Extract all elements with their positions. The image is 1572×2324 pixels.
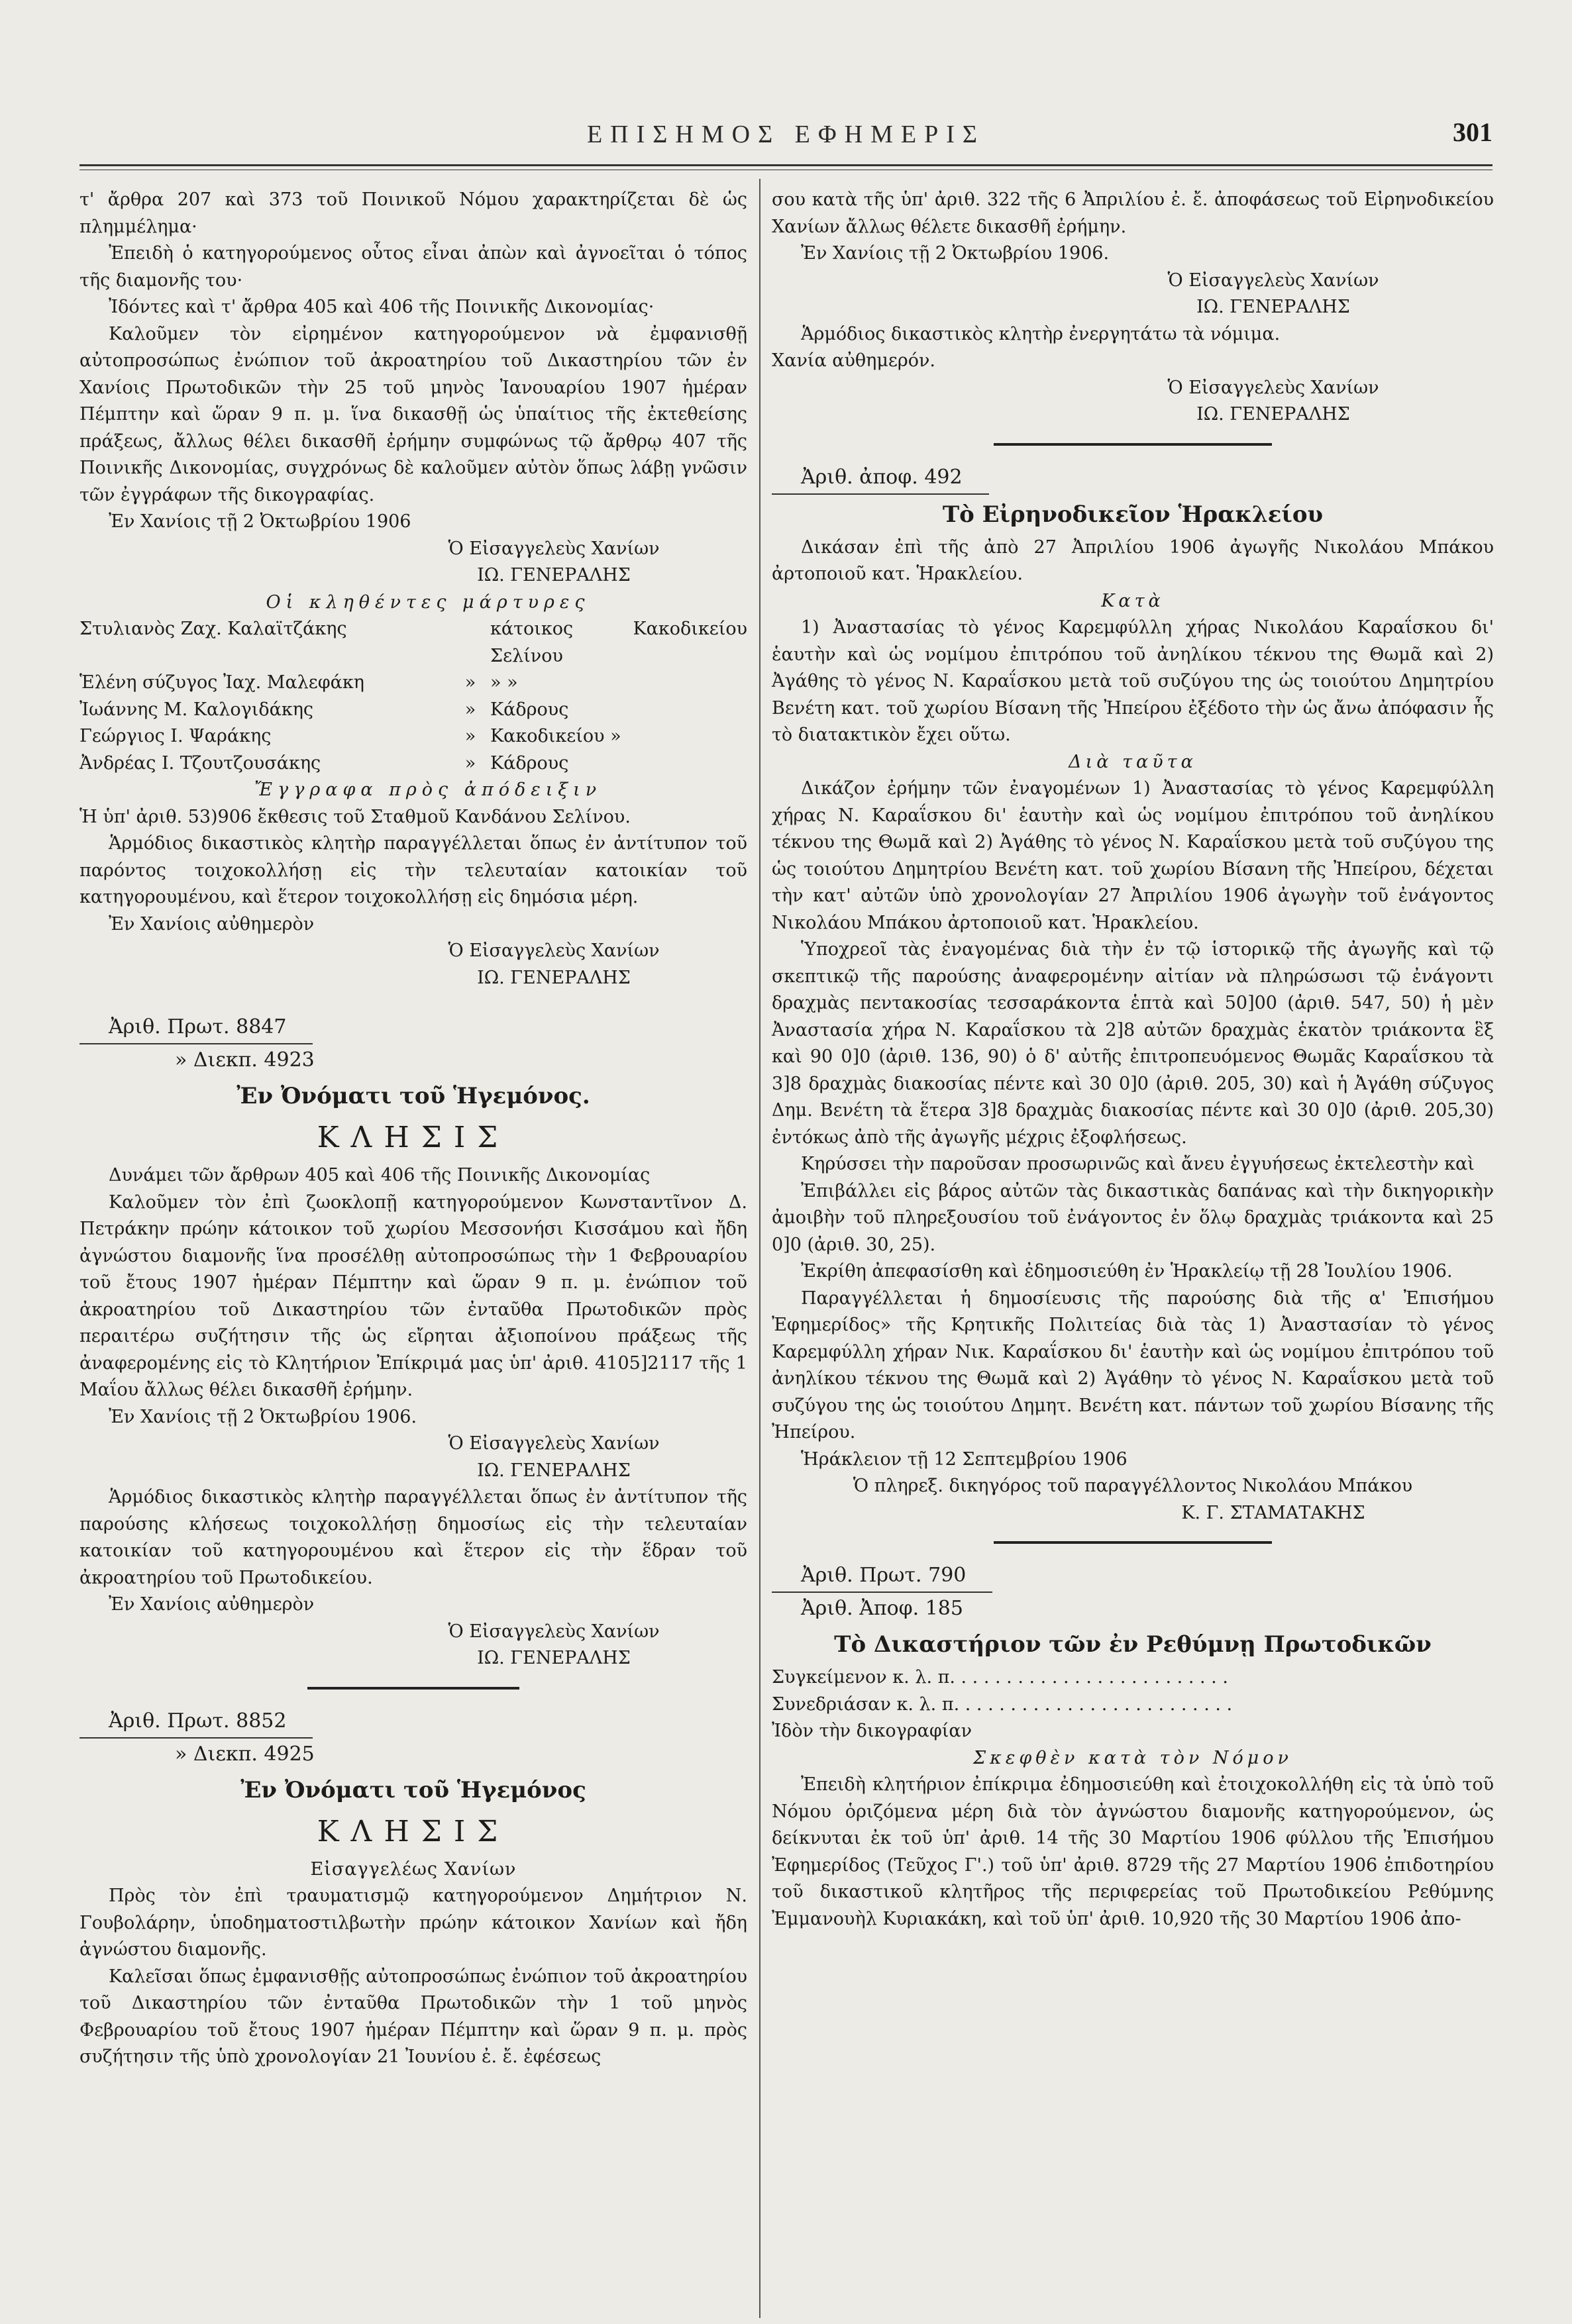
witness-place: Κακοδικείου » [490,726,621,746]
header-rule [79,164,1493,166]
date-line: Ἐν Χανίοις τῇ 2 Ὀκτωβρίου 1906 [109,511,411,532]
paragraph: Δυνάμει τῶν ἄρθρων 405 καὶ 406 τῆς Ποινικῆς Δικονομίας [109,1165,651,1186]
documents-title: Ἔγγραφα πρὸς ἀπόδειξιν [254,780,602,800]
protocol-number: Ἀριθ. Πρωτ. 8847 [79,1011,313,1044]
signature-name: ΙΩ. ΓΕΝΕΡΑΛΗΣ [477,967,631,988]
paragraph: 1) Ἀναστασίας τὸ γένος Καρεμφύλλη χήρας Νικολάου Καραΐσκου δι' ἑαυτὴν καὶ ὡς νομίμου ἐπιτρόπου τοῦ ἀνηλίκου τέκνου της Θωμᾶ καὶ 2) Ἀγάθης τὸ γένος Ν. Καραΐσκου μετὰ τοῦ συζύγου της ὡς τοιούτου Δημητρίου Βενέτη κατ. τοῦ χωρίου Βίσανη τῆς Ἠπείρου ἐξέδοτο τὴν ὡς ἄνω ἀπόφασιν ἧς τὸ διατακτικὸν ἔχει οὕτω. [772,617,1494,745]
dispatch-number: » Διεκπ. 4925 [175,1742,315,1766]
signature-name: ΙΩ. ΓΕΝΕΡΑΛΗΣ [477,1460,631,1481]
date-line: Χανία αὐθημερόν. [772,350,936,371]
paragraph: Ἁρμόδιος δικαστικὸς κλητὴρ παραγγέλλεται ὅπως ἐν ἀντίτυπον τοῦ παρόντος τοιχοκολλήσῃ εἰς τὴν τελευταίαν κατοικίαν τοῦ κατηγορουμένου, καὶ ἕτερον τοιχοκολλήσῃ εἰς δημόσια μέρη. [79,833,747,907]
signature-name: Κ. Γ. ΣΤΑΜΑΤΑΚΗΣ [1181,1502,1365,1523]
date-line: Ἐν Χανίοις αὐθημερὸν [109,1594,315,1615]
signature-role: Ὁ Εἰσαγγελεὺς Χανίων [448,1433,660,1454]
signature-role: Ὁ πληρεξ. δικηγόρος τοῦ παραγγέλλοντος Νικολάου Μπάκου [853,1476,1413,1496]
signature-role: Ὁ Εἰσαγγελεὺς Χανίων [1167,270,1379,291]
documents-line: Ἡ ὑπ' ἀριθ. 53)906 ἔκθεσις τοῦ Σταθμοῦ Κανδάνου Σελίνου. [79,806,631,827]
witness-title: Οἱ κληθέντες μάρτυρες [266,591,590,613]
paragraph: Ἐκρίθη ἀπεφασίσθη καὶ ἐδημοσιεύθη ἐν Ἡρακλείῳ τῇ 28 Ἰουλίου 1906. [801,1261,1453,1282]
decision-number: Ἀριθ. Ἀποφ. 185 [801,1597,963,1620]
right-column [772,187,1494,1933]
witness-place: κάτοικος Κακοδικείου Σελίνου [490,619,747,666]
protocol-number: Ἀριθ. Πρωτ. 790 [772,1560,992,1593]
date-line: Ἐν Χανίοις αὐθημερὸν [109,913,315,935]
section-separator [994,443,1272,446]
against-label: Κατὰ [1101,590,1165,611]
witness-row [79,723,747,750]
composition-line: Συγκείμενον κ. λ. π. . . . . . . . . . . . . . . . . . . . . . . . . [772,1667,1228,1688]
paragraph: Ἁρμόδιος δικαστικὸς κλητὴρ παραγγέλλεται ὅπως ἐν ἀντίτυπον τῆς παρούσης κλήσεως τοιχοκολλήσῃ δημοσίως εἰς τὴν τελευταίαν κατοικίαν τοῦ κατηγορουμένου καὶ ἕτερον εἰς τὴν ἕδραν τοῦ ἀκροατηρίου τοῦ Πρωτοδικείου. [79,1487,747,1588]
summons-subtitle: Εἰσαγγελέως Χανίων [310,1858,517,1880]
page-number: 301 [1453,117,1493,147]
paragraph: Δικάσαν ἐπὶ τῆς ἀπὸ 27 Ἀπριλίου 1906 ἀγωγῆς Νικολάου Μπάκου ἀρτοποιοῦ κατ. Ἡρακλείου. [772,536,1494,584]
witness-row [79,616,747,670]
witness-name: Ἰωάννης Μ. Καλογιδάκης [79,699,313,720]
gazette-title: ΕΠΙΣΗΜΟΣ ΕΦΗΜΕΡΙΣ [586,121,986,148]
witness-mark [450,616,490,670]
witness-place: Κάδρους [490,752,569,774]
signature-role: Ὁ Εἰσαγγελεὺς Χανίων [1167,377,1379,398]
witness-place: » » [490,672,518,693]
witness-mark: » [464,672,476,693]
paragraph: Πρὸς τὸν ἐπὶ τραυματισμῷ κατηγορούμενον Δημήτριον Ν. Γουβολάρην, ὑποδηματοστιλβωτὴν πρώην κάτοικον Χανίων καὶ ἤδη ἀγνώστου διαμονῆς. [79,1886,747,1960]
paragraph: τ' ἄρθρα 207 καὶ 373 τοῦ Ποινικοῦ Νόμου χαρακτηρίζεται δὲ ὡς πλημμέλημα· [79,189,747,237]
witness-place: Κάδρους [490,699,569,720]
ruling-label: Διὰ ταῦτα [1069,751,1197,772]
section-separator [994,1541,1272,1544]
witness-mark: » [464,752,476,774]
witness-row [79,697,747,724]
paragraph: Ὑποχρεοῖ τὰς ἐναγομένας διὰ τὴν ἐν τῷ ἱστορικῷ τῆς ἀγωγῆς καὶ τῷ σκεπτικῷ τῆς παρούσης ἀναφερομένην αἰτίαν νὰ πληρώσωσι τῷ ἐνάγοντι δραχμὰς πεντακοσίας τεσσαράκοντα ἑπτὰ καὶ 50]00 (ἀριθ. 547, 50) ἡ μὲν Ἀναστασία χήρα Ν. Καραΐσκου τὰ 2]8 αὐτῶν δραχμὰς ἑκατὸν τριάκοντα ἓξ καὶ 90 0]0 (ἀριθ. 136, 90) ὁ δ' αὐτῆς ἐπιτροπευόμενος Θωμᾶς Καραΐσκου τὰ 3]8 δραχμὰς διακοσίας πέντε καὶ 30 0]0 (ἀριθ. 205, 30) καὶ ἡ Ἀγάθη σύζυγος Δημ. Βενέτη τὰ ἕτερα 3]8 δραχμὰς διακοσίας πέντε καὶ 30 0]0 (ἀριθ. 205,30) ἐντόκως ἀπὸ τῆς ἀγωγῆς μέχρις ἐξοφλήσεως. [772,939,1494,1148]
notice-heading: Ἐν Ὀνόματι τοῦ Ἡγεμόνος [240,1776,586,1803]
date-line: Ἐν Χανίοις τῇ 2 Ὀκτωβρίου 1906. [109,1406,417,1427]
signature-name: ΙΩ. ΓΕΝΕΡΑΛΗΣ [1196,297,1350,317]
paragraph: Καλεῖσαι ὅπως ἐμφανισθῇς αὐτοπροσώπως ἐνώπιον τοῦ ἀκροατηρίου τοῦ Δικαστηρίου τῶν ἐνταῦθα Πρωτοδικῶν τὴν 1 τοῦ μηνὸς Φεβρουαρίου τοῦ ἔτους 1907 ἡμέραν Πέμπτην καὶ ὥραν 9 π. μ. πρὸς συζήτησιν τῆς ὑπὸ χρονολογίαν 21 Ἰουνίου ἐ. ἔ. ἐφέσεως [79,1966,747,2067]
summons-title: ΚΛΗΣΙΣ [317,1814,510,1848]
signature-role: Ὁ Εἰσαγγελεὺς Χανίων [448,1621,660,1642]
paragraph: Παραγγέλλεται ἡ δημοσίευσις τῆς παρούσης διὰ τῆς α' Ἐπισήμου Ἐφημερίδος» τῆς Κρητικῆς Πολιτείας διὰ τὰς 1) Ἀναστασίαν τὸ γένος Καρεμφύλλη χήραν Νικ. Καραΐσκου δι' ἑαυτὴν καὶ ὡς νομίμου ἐπιτρόπου τοῦ ἀνηλίκου τέκνου της Θωμᾶ καὶ 2) Ἀγάθην τὸ γένος Ν. Καραΐσκου μετὰ τοῦ συζύγου της ὡς τοιούτου Δημητ. Βενέτη κατ. πάντων τοῦ χωρίου Βίσανης τῆς Ἠπείρου. [772,1288,1494,1442]
signature-role: Ὁ Εἰσαγγελεὺς Χανίων [448,538,660,559]
paragraph: Καλοῦμεν τὸν ἐπὶ ζωοκλοπῇ κατηγορούμενον Κωνσταντῖνον Δ. Πετράκην πρώην κάτοικον τοῦ χωρίου Μεσσονήσι Κισσάμου καὶ ἤδη ἀγνώστου διαμονῆς ἵνα προσέλθῃ αὐτοπροσώπως τὴν 1 Φεβρουαρίου τοῦ ἔτους 1907 ἡμέραν Πέμπτην καὶ ὥραν 9 π. μ. ἐνώπιον τοῦ ἀκροατηρίου τοῦ Δικαστηρίου τῶν ἐνταῦθα Πρωτοδικῶν πρὸς περαιτέρω συζήτησιν τῆς ὡς εἴρηται ἀξιοποίνου πράξεως τῆς ἀναφερομένης εἰς τὸ Κλητήριον Ἐπίκριμά μας ὑπ' ἀριθ. 4105]2117 τῆς 1 Μαΐου ἄλλως θέλει δικασθῆ ἐρήμην. [79,1191,747,1400]
witness-mark: » [464,699,476,720]
witness-list [79,616,747,777]
summons-title: ΚΛΗΣΙΣ [317,1121,510,1154]
session-line: Συνεδριάσαν κ. λ. π. . . . . . . . . . . . . . . . . . . . . . . . . [772,1693,1233,1715]
protocol-number: Ἀριθ. Πρωτ. 8852 [79,1705,313,1739]
paragraph: Ἐπειδὴ ὁ κατηγορούμενος οὗτος εἶναι ἀπὼν καὶ ἀγνοεῖται ὁ τόπος τῆς διαμονῆς του· [79,243,747,291]
witness-mark: » [464,726,476,746]
witness-name: Ἑλένη σύζυγος Ἰαχ. Μαλεφάκη [79,672,364,693]
considerations-label: Σκεφθὲν κατὰ τὸν Νόμον [973,1747,1292,1768]
paragraph: Ἁρμόδιος δικαστικὸς κλητὴρ ἐνεργητάτω τὰ νόμιμα. [801,323,1281,344]
date-line: Ἐν Χανίοις τῇ 2 Ὀκτωβρίου 1906. [801,243,1110,264]
dossier-line: Ἰδὸν τὴν δικογραφίαν [772,1721,972,1741]
notice-heading: Ἐν Ὀνόματι τοῦ Ἡγεμόνος. [236,1083,590,1109]
column-divider [759,179,760,2318]
left-column [79,187,747,2071]
signature-role: Ὁ Εἰσαγγελεὺς Χανίων [448,940,660,961]
paragraph: σου κατὰ τῆς ὑπ' ἀριθ. 322 τῆς 6 Ἀπριλίου ἐ. ἔ. ἀποφάσεως τοῦ Εἰρηνοδικείου Χανίων ἄλλως θέλετε δικασθῆ ἐρήμην. [772,189,1494,237]
paragraph: Ἐπειδὴ κλητήριον ἐπίκριμα ἐδημοσιεύθη καὶ ἐτοιχοκολλήθη εἰς τὰ ὑπὸ τοῦ Νόμου ὁριζόμενα μέρη διὰ τὸν ἀγνώστου διαμονῆς κατηγορούμενον, ὡς δείκνυται ἐκ τοῦ ὑπ' ἀριθ. 14 τῆς 30 Μαρτίου 1906 φύλλου τῆς Ἐπισήμου Ἐφημερίδος (Τεῦχος Γ'.) τοῦ ὑπ' ἀριθ. 8729 τῆς 27 Μαρτίου 1906 ἐπιδοτηρίου τοῦ δικαστικοῦ κλητῆρος τῆς περιφερείας τοῦ Πρωτοδικείου Ρεθύμνης Ἐμμανουὴλ Κυριακάκη, καὶ τοῦ ὑπ' ἀριθ. 10,920 τῆς 30 Μαρτίου 1906 ἀπο- [772,1774,1494,1929]
witness-name: Γεώργιος Ι. Ψαράκης [79,726,272,746]
paragraph: Κηρύσσει τὴν παροῦσαν προσωρινῶς καὶ ἄνευ ἐγγυήσεως ἐκτελεστὴν καὶ [801,1154,1475,1174]
court-heading: Τὸ Εἰρηνοδικεῖον Ἡρακλείου [942,501,1324,528]
decision-number: Ἀριθ. ἀποφ. 492 [772,462,989,495]
paragraph: Δικάζον ἐρήμην τῶν ἐναγομένων 1) Ἀναστασίας τὸ γένος Καρεμφύλλη χήρας Ν. Καραΐσκου δι' ἑαυτὴν καὶ ὡς νομίμου ἐπιτρόπου τοῦ ἀνηλίκου τέκνου της Θωμᾶ καὶ 2) Ἀγάθης τὸ γένος Ν. Καραΐσκου μετὰ τοῦ συζύγου της ὡς τοιούτου Δημητρίου Βενέτη κατ. τοῦ χωρίου Βίσανη τῆς Ἠπείρου, δέχεται τὴν κατ' αὐτῶν ὑπὸ χρονολογίαν 27 Ἀπριλίου 1906 ἀγωγὴν τοῦ ἐνάγοντος Νικολάου Μπάκου ἀρτοποιοῦ κατ. Ἡρακλείου. [772,778,1494,933]
court-heading: Τὸ Δικαστήριον τῶν ἐν Ρεθύμνῃ Πρωτοδικῶν [834,1631,1432,1658]
paragraph: Ἐπιβάλλει εἰς βάρος αὐτῶν τὰς δικαστικὰς δαπάνας καὶ τὴν δικηγορικὴν ἀμοιβὴν τοῦ πληρεξουσίου τοῦ ἐνάγοντος ἐν ὅλῳ δραχμὰς τριάκοντα καὶ 25 0]0 (ἀριθ. 30, 25). [772,1180,1494,1255]
section-separator [307,1687,519,1690]
witness-name: Στυλιανὸς Ζαχ. Καλαϊτζάκης [79,619,347,639]
witness-name: Ἀνδρέας Ι. Τζουτζουσάκης [79,752,321,774]
witness-row [79,670,747,697]
signature-name: ΙΩ. ΓΕΝΕΡΑΛΗΣ [477,565,631,585]
signature-name: ΙΩ. ΓΕΝΕΡΑΛΗΣ [1196,404,1350,425]
dispatch-number: » Διεκπ. 4923 [175,1048,315,1072]
paragraph: Καλοῦμεν τὸν εἰρημένον κατηγορούμενον νὰ ἐμφανισθῇ αὐτοπροσώπως ἐνώπιον τοῦ ἀκροατηρίου τοῦ Δικαστηρίου τῶν ἐν Χανίοις Πρωτοδικῶν τὴν 25 τοῦ μηνὸς Ἰανουαρίου 1907 ἡμέραν Πέμπτην καὶ ὥραν 9 π. μ. ἵνα δικασθῇ ὡς ὑπαίτιος τῆς ἐκτεθείσης πράξεως, ἄλλως θέλει δικασθῆ ἐρήμην συμφώνως τῷ ἄρθρῳ 407 τῆς Ποινικῆς Δικονομίας, συγχρόνως δὲ καλοῦμεν αὐτὸν ὅπως λάβῃ γνῶσιν τῶν ἐγγράφων τῆς δικογραφίας. [79,323,747,505]
date-line: Ἡράκλειον τῇ 12 Σεπτεμβρίου 1906 [801,1448,1127,1470]
signature-name: ΙΩ. ΓΕΝΕΡΑΛΗΣ [477,1648,631,1668]
page-header [79,111,1493,158]
witness-row [79,750,747,778]
paragraph: Ἰδόντες καὶ τ' ἄρθρα 405 καὶ 406 τῆς Ποινικῆς Δικονομίας· [109,297,655,317]
